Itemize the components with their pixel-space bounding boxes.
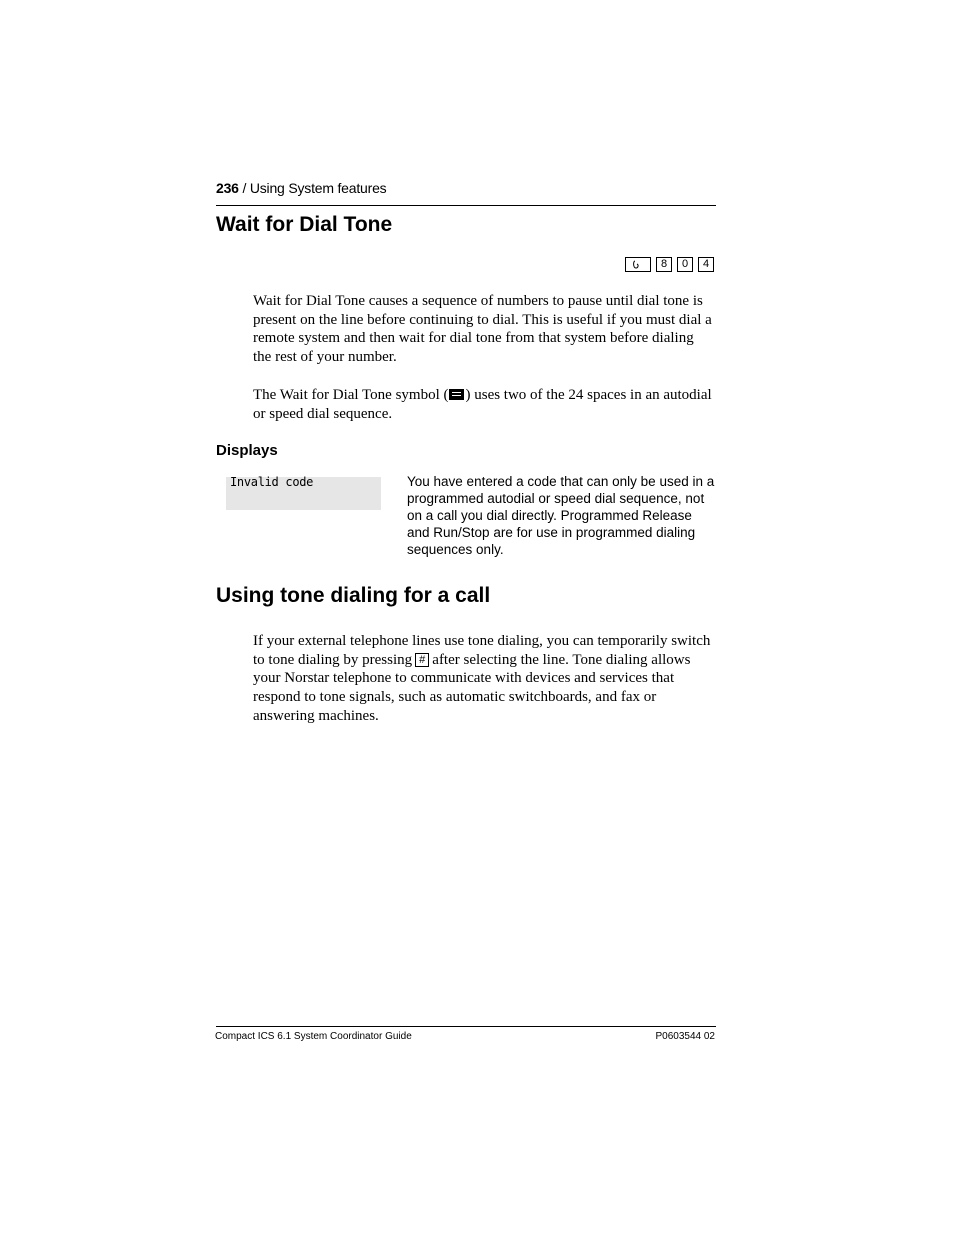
- display-explanation: You have entered a code that can only be used in a programmed autodial or speed dial sequence, not on a call you dial directly. Programmed Release and Run/Stop are for use in programmed dialing sequences only.: [407, 474, 715, 557]
- header-rule: [216, 205, 716, 206]
- section-title-wait-for-dial-tone: Wait for Dial Tone: [216, 213, 393, 236]
- wait-for-dial-tone-description: Wait for Dial Tone causes a sequence of numbers to pause until dial tone is present on the line before continuing to dial. This is useful if you must dial a remote system and then wait for dial tone from that system before dialing the rest of your number.: [253, 293, 712, 366]
- feature-icon-glyph: [631, 260, 645, 269]
- tone-para-start: If your external telephone lines use tone dialing, you can temporarily switch to tone dialing by pressing: [253, 633, 711, 668]
- section-title-tone-dialing: Using tone dialing for a call: [216, 584, 491, 607]
- tone-para-end: after selecting the line. Tone dialing allows your Norstar telephone to communicate with devices and services that respond to tone signals, such as automatic switchboards, and fax or answering machines.: [253, 651, 691, 724]
- para2-end: ) uses two of the 24 spaces in an autodial or speed dial sequence.: [253, 387, 712, 422]
- feature-key-icon: [625, 257, 651, 272]
- tone-dialing-description: [253, 632, 715, 726]
- page-number: 236: [216, 180, 239, 196]
- para2-start: The Wait for Dial Tone symbol (: [253, 387, 449, 403]
- footer-rule: [216, 1026, 716, 1027]
- wait-symbol-paragraph: [253, 386, 715, 423]
- lcd-display-text: Invalid code: [230, 475, 314, 489]
- pound-key: #: [415, 653, 429, 667]
- digit-key: 8: [656, 257, 672, 272]
- footer-document-number: P0603544 02: [655, 1031, 715, 1042]
- running-header: [216, 180, 386, 196]
- feature-code-keys: [625, 257, 714, 272]
- footer-guide-title: Compact ICS 6.1 System Coordinator Guide: [215, 1031, 412, 1042]
- lcd-display: [226, 477, 381, 510]
- wait-dial-tone-symbol-icon: [449, 389, 464, 400]
- section-name: / Using System features: [242, 180, 387, 196]
- displays-heading: Displays: [216, 442, 278, 459]
- digit-key: 0: [677, 257, 693, 272]
- digit-key: 4: [698, 257, 714, 272]
